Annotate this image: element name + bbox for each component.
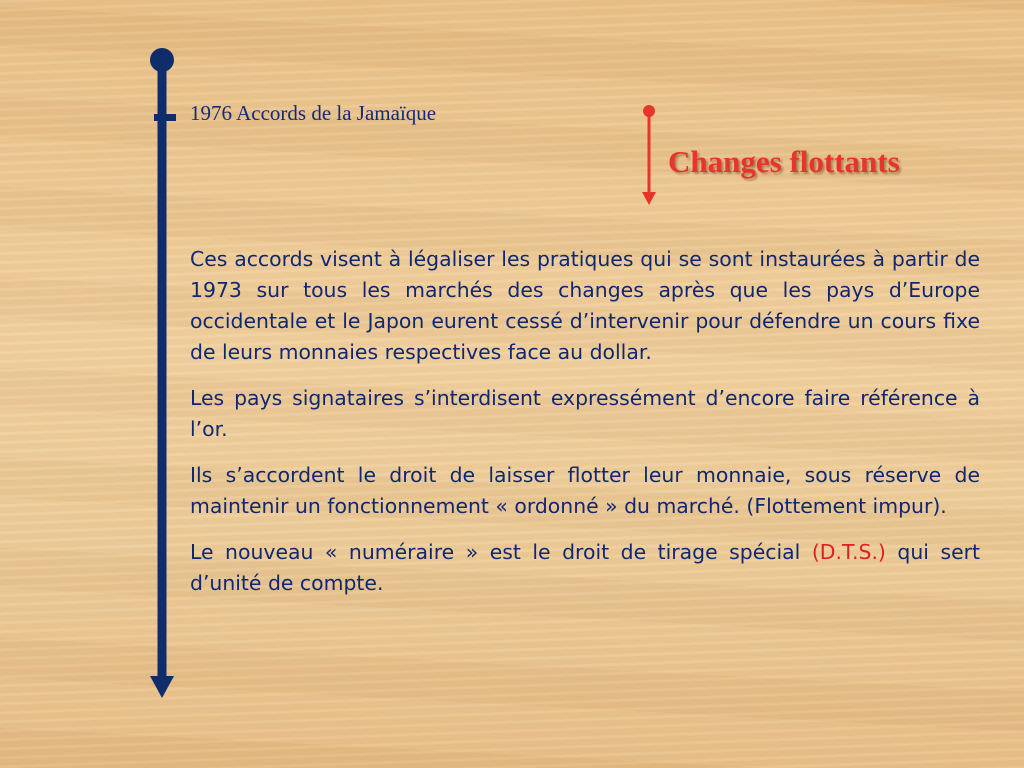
body-text xyxy=(190,244,980,614)
paragraph-3: Ils s’accordent le droit de laisser flotter leur monnaie, sous réserve de maintenir un fonctionnement « ordonné » du marché. (Flottement impur). xyxy=(190,463,980,518)
dts-highlight: (D.T.S.) xyxy=(811,540,886,564)
paragraph-4 xyxy=(190,537,980,599)
paragraph-2: Les pays signataires s’interdisent expressément d’encore faire référence à l’or. xyxy=(190,386,980,441)
paragraph-4-end: qui sert d’unité de compte. xyxy=(190,540,980,595)
timeline-arrowhead xyxy=(150,676,174,698)
date-title: 1976 Accords de la Jamaïque xyxy=(190,101,437,125)
paragraph-1: Ces accords visent à légaliser les pratiques qui se sont instaurées à partir de 1973 sur tous les marchés des changes après que les pays d’Europe occidentale et le Japon eurent cessé d’intervenir pour défendre un cours fixe de leurs monnaies respectives face au dollar. xyxy=(190,247,980,364)
red-arrow-head xyxy=(642,192,656,205)
paragraph-4-start: Le nouveau « numéraire » est le droit de tirage spécial xyxy=(190,540,812,564)
red-down-arrow xyxy=(0,0,700,210)
subtitle-changes-flottants: Changes flottants xyxy=(668,144,900,179)
